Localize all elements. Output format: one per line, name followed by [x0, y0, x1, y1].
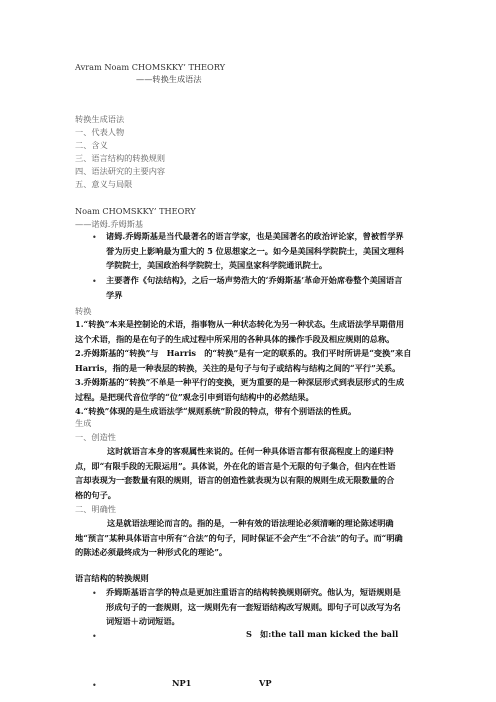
- tree-vp-label: VP: [259, 678, 272, 688]
- document-title: Avram Noam CHOMSKKY’ THEORY: [75, 62, 226, 72]
- example-sentence: 如:the tall man kicked the ball: [260, 629, 399, 639]
- text-line: 词短语＋动词短语。: [106, 616, 180, 626]
- text-line: 乔姆斯基语言学的特点是更加注重语言的结构转换规则研究。他认为，短语规则是: [106, 587, 401, 597]
- text-line: 3.乔姆斯基的“转换”不单是一种平行的变换，更为重要的是一种深层形式到表层形式的生成: [75, 377, 405, 387]
- text-line: 这是就语法理论而言的。指的是，一种有效的语法理论必须清晰的理论陈述明确: [107, 518, 394, 528]
- text-line: 地“预言”某种具体语言中所有“合法”的句子，同时保证不会产生“不合法”的句子。而“明确: [75, 532, 403, 543]
- text-line: 形成句子的一套规则，这一规则先有一套短语结构改写规则。即句子可以改写为名: [106, 601, 401, 612]
- person-subheading: ——诺姆.乔姆斯基: [75, 219, 144, 229]
- toc-item: 一、代表人物: [75, 127, 125, 137]
- creativity-body: [75, 444, 396, 502]
- text-line: 2.乔姆斯基的“转换”与 Harris 的“转换”是有一定的联系的。我们平时所讲是“变换”来自: [75, 348, 412, 358]
- text-line: 诸姆.乔姆斯基是当代最著名的语言学家，也是美国著名的政治评论家，曾被哲学界: [106, 231, 404, 241]
- toc-heading: 转换生成语法: [75, 114, 125, 124]
- explicitness-body: [75, 516, 403, 560]
- creativity-subheading: 一、创造性: [75, 432, 116, 442]
- text-line: 学院院士，美国政治科学院院士，英国皇家科学院通讯院士。: [106, 260, 328, 270]
- text-line: Harris，指的是一种表层的转换，关注的是句子与句子或结构与结构之间的“平行”关系。: [75, 362, 401, 373]
- toc-item: 二、含义: [75, 140, 108, 150]
- example-s-label: S: [246, 629, 252, 639]
- bullet-marker: •: [92, 589, 97, 598]
- text-line: 的陈述必须最终成为一种形式化的理论”。: [75, 547, 228, 557]
- text-line: 格的句子。: [75, 489, 116, 500]
- rules-heading: 语言结构的转换规则: [75, 573, 149, 583]
- person-heading: Noam CHOMSKKY’ THEORY: [75, 206, 196, 216]
- text-line: 这个术语，指的是在句子的生成过程中所采用的各种具体的操作手段及相应规则的总称。: [75, 333, 395, 344]
- text-line: 过程。是把现代音位学的“位”观念引申到语句结构中的必然结果。: [75, 391, 314, 402]
- text-line: 主要著作《句法结构》，之后一场声势浩大的‘乔姆斯基’革命开始席卷整个美国语言: [106, 275, 403, 285]
- explicitness-subheading: 二、明确性: [75, 504, 116, 514]
- rules-bullet-1: [106, 585, 401, 629]
- bullet-marker: •: [92, 277, 97, 286]
- document-subtitle: ——转换生成语法: [136, 74, 202, 84]
- bullet-marker: •: [92, 233, 97, 242]
- text-line: 这时就语言本身的客观属性来说的。任何一种具体语言都有很高程度上的递归特: [107, 446, 394, 456]
- bullet-marker: •: [92, 632, 97, 641]
- generate-heading: 生成: [75, 418, 92, 428]
- bullet-marker: •: [92, 681, 97, 690]
- text-line: 誉为历史上影响最为重大的 5 位思想家之一。如今是美国科学院院士，美国文理科: [106, 245, 404, 256]
- tree-np1-label: NP1: [172, 678, 192, 688]
- person-bullet-1: [106, 229, 404, 273]
- toc-item: 三、语言结构的转换规则: [75, 153, 166, 163]
- text-line: 点，即“有限手段的无限运用”。具体说，外在化的语言是个无限的句子集合，但内在性语: [75, 460, 396, 471]
- text-line: 1.“转换”本来是控制论的术语，指事物从一种状态转化为另一种状态。生成语法学早期借用: [75, 319, 405, 329]
- transform-body: [75, 317, 411, 419]
- person-bullet-2: [106, 273, 402, 302]
- transform-heading: 转换: [75, 306, 92, 316]
- toc-item: 四、语法研究的主要内容: [75, 166, 166, 176]
- text-line: 言却表现为一套数量有限的规则，语言的创造性就表现为以有限的规则生成无限数量的合: [75, 475, 395, 485]
- text-line: 4.“转换”体现的是生成语法学“规则系统”阶段的特点，带有个别语法的性质。: [75, 406, 357, 416]
- toc-item: 五、意义与局限: [75, 179, 133, 189]
- text-line: 学界: [106, 289, 123, 300]
